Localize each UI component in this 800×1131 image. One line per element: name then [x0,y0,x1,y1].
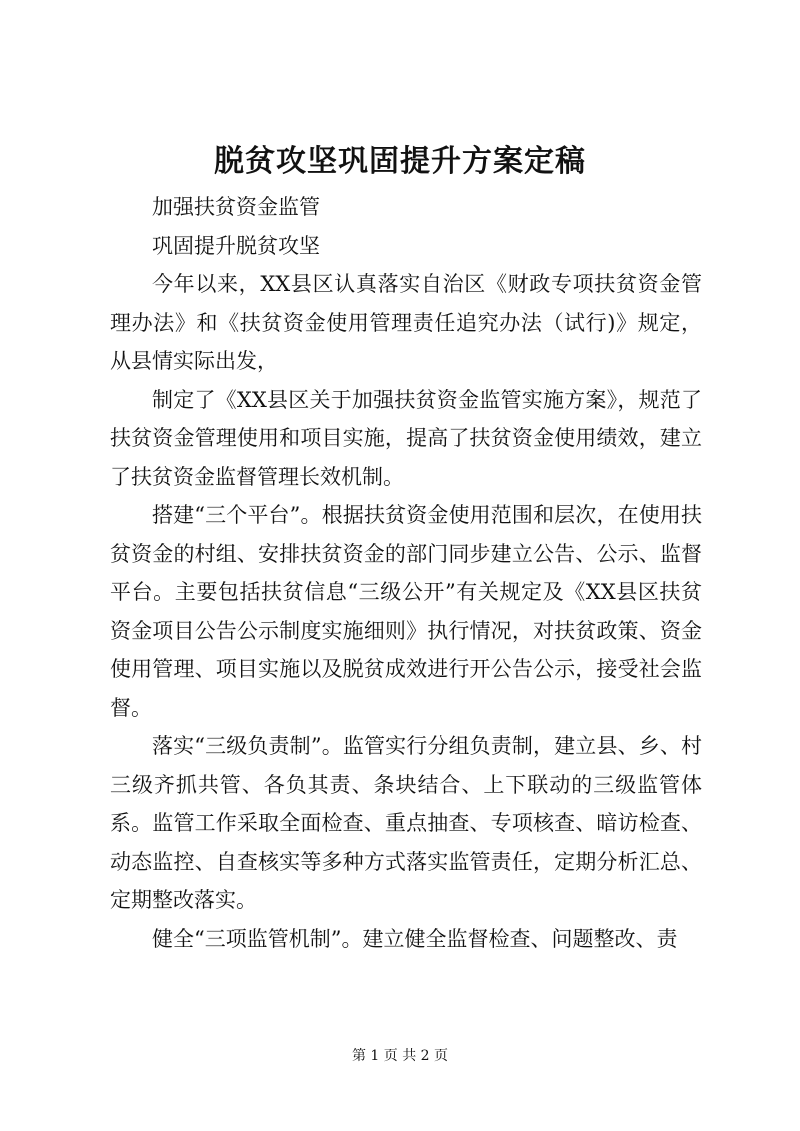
paragraph: 搭建“三个平台”。根据扶贫资金使用范围和层次，在使用扶贫资金的村组、安排扶贫资金的部门同步建立公告、公示、监督平台。主要包括扶贫信息“三级公开”有关规定及《XX县区扶贫资金项目公告公示制度实施细则》执行情况，对扶贫政策、资金使用管理、项目实施以及脱贫成效进行开公告公示，接受社会监督。 [110,503,702,720]
page-number-footer: 第 1 页 共 2 页 [351,1048,449,1064]
paragraph: 加强扶贫资金监管 [152,195,320,219]
paragraph: 制定了《XX县区关于加强扶贫资金监管实施方案》，规范了扶贫资金管理使用和项目实施，提高了扶贫资金使用绩效，建立了扶贫资金监督管理长效机制。 [110,387,702,489]
document-body [110,188,702,958]
paragraph: 巩固提升脱贫攻坚 [152,233,320,258]
paragraph: 今年以来，XX县区认真落实自治区《财政专项扶贫资金管理办法》和《扶贫资金使用管理责任追究办法（试行)》规定，从县情实际出发， [110,272,702,373]
paragraph: 健全“三项监管机制”。建立健全监督检查、问题整改、责 [152,926,678,951]
paragraph: 落实“三级负责制”。监管实行分组负责制，建立县、乡、村三级齐抓共管、各负其责、条块结合、上下联动的三级监管体系。监管工作采取全面检查、重点抽查、专项核查、暗访检查、动态监控、自查核实等多种方式落实监管责任，定期分析汇总、定期整改落实。 [110,734,702,912]
document-title: 脱贫攻坚巩固提升方案定稿 [214,144,586,179]
